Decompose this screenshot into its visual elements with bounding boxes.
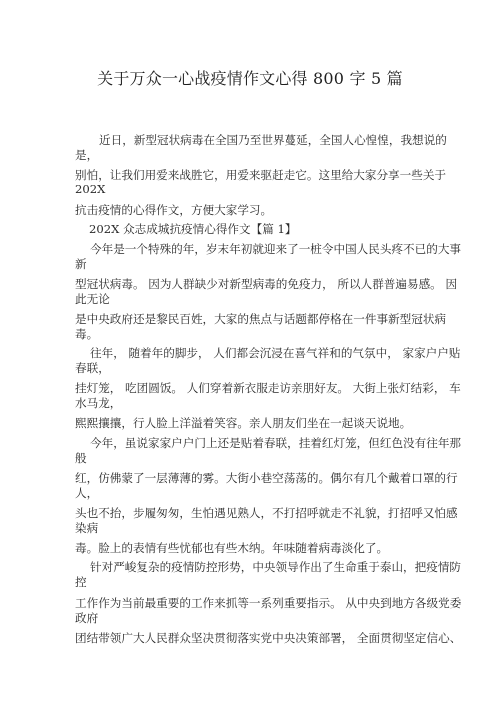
text-line: 新 (75, 257, 87, 271)
text-line: 此无论 (75, 292, 110, 306)
text-line: 工作作为当前最重要的工作来抓等一系列重要指示。 从中央到地方各级党委 (75, 596, 462, 610)
text-line: 近日，新型冠状病毒在全国乃至世界蔓延，全国人心惶惶，我想说的 (99, 133, 447, 147)
text-line: 是中央政府还是黎民百姓，大家的焦点与话题都停格在一件事新型冠状病 (75, 312, 447, 326)
text-line: 别怕，让我们用爱来战胜它，用爱来驱赶走它。这里给大家分享一些关于 (75, 168, 447, 182)
text-line: 毒。脸上的表情有些忧郁也有些木纳。年味随着病毒淡化了。 (75, 541, 389, 555)
text-line: 团结带领广大人民群众坚决贯彻落实党中央决策部署， 全面贯彻坚定信心、 (75, 631, 462, 645)
text-line: 政府 (75, 611, 99, 625)
text-line: 型冠状病毒。 因为人群缺少对新型病毒的免疫力， 所以人群普遍易感。 因 (75, 277, 458, 291)
text-line: 熙熙攘攘，行人脸上洋溢着笑容。亲人朋友们坐在一起谈天说地。 (75, 416, 412, 430)
text-line: 针对严峻复杂的疫情防控形势，中央领导作出了生命重于泰山，把疫情防 (90, 560, 462, 574)
text-line: 头也不抬，步履匆匆，生怕遇见熟人，不打招呼就走不礼貌，打招呼又怕感 (75, 506, 458, 520)
text-line: 人， (75, 486, 99, 500)
text-line: 往年， 随着年的脚步， 人们都会沉浸在喜气祥和的气氛中， 家家户户贴 (90, 346, 461, 360)
text-line: 202X (75, 182, 106, 196)
text-line: 水马龙， (75, 396, 122, 410)
text-line: 挂灯笼， 吃团圆饭。 人们穿着新衣服走访亲朋好友。 大街上张灯结彩， 车 (75, 381, 461, 395)
text-line: 春联， (75, 361, 110, 375)
text-line: 控 (75, 575, 87, 589)
text-line: 毒。 (75, 327, 99, 341)
text-line: 今年，虽说家家户户门上还是贴着春联，挂着红灯笼，但红色没有往年那 (90, 436, 462, 450)
text-line: 般 (75, 451, 87, 465)
section-heading: 202X 众志成城抗疫情心得作文【篇 1】 (89, 222, 297, 236)
text-line: 今年是一个特殊的年，岁末年初就迎来了一桩令中国人民头疼不已的大事 (90, 242, 462, 256)
text-line: 染病 (75, 521, 99, 535)
text-line: 抗击疫情的心得作文，方便大家学习。 (75, 203, 273, 217)
document-title: 关于万众一心战疫情作文心得 800 字 5 篇 (97, 69, 403, 88)
text-line: 是， (75, 148, 99, 162)
text-line: 红，仿佛蒙了一层薄薄的雾。大街小巷空荡荡的。偶尔有几个戴着口罩的行 (75, 471, 458, 485)
